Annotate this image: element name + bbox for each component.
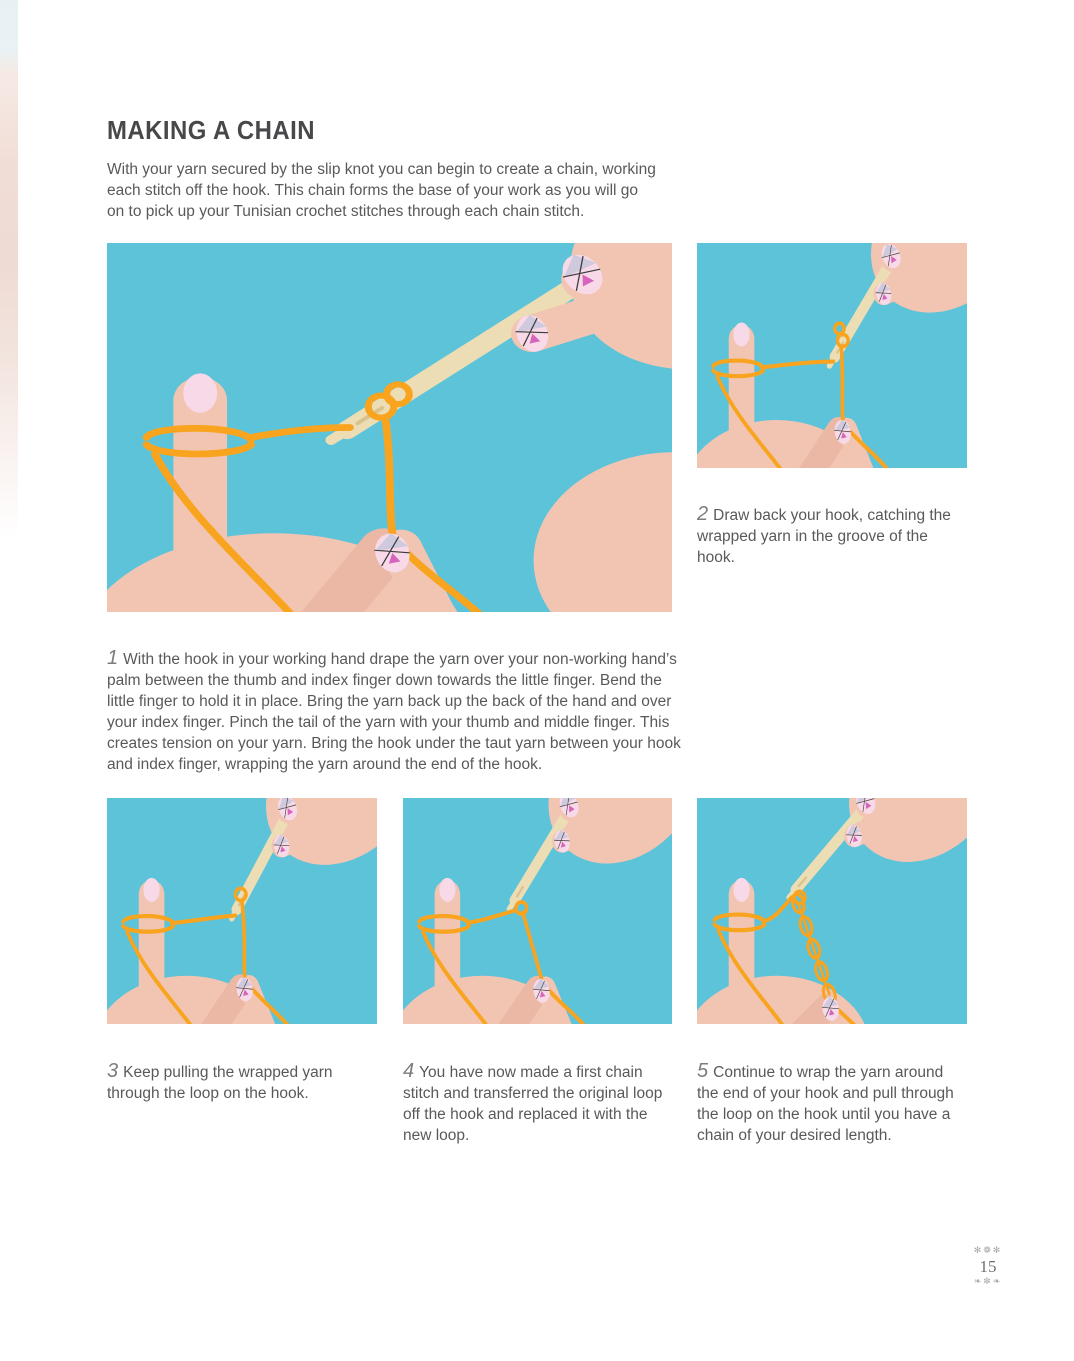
step-caption-1: [107, 648, 683, 775]
step-photo-2: [697, 243, 967, 468]
page-number: 15: [979, 1257, 997, 1276]
ornament-bottom: ❧✼❧: [973, 1277, 1003, 1287]
step-text-5: Continue to wrap the yarn around the end of your hook and pull through the loop on the hook until you have a chain of your desired length.: [697, 1063, 954, 1144]
step-number-1: 1: [107, 646, 119, 669]
step-photo-1: [107, 243, 672, 612]
step-photo-4: [403, 798, 672, 1024]
step-text-2: Draw back your hook, catching the wrapped yarn in the groove of the hook.: [697, 506, 951, 566]
step-caption-5: [697, 1061, 959, 1146]
step-caption-3: [107, 1061, 359, 1104]
page-title: MAKING A CHAIN: [107, 115, 315, 146]
step-text-4: You have now made a first chain stitch and transferred the original loop off the hook and replaced it with the new loop.: [403, 1063, 663, 1144]
facing-page-edge: [0, 0, 18, 540]
step-photo-5: [697, 798, 967, 1024]
step-text-1: With the hook in your working hand drape the yarn over your non-working hand’s palm between the thumb and index finger down towards the little finger. Bend the little finger to hold it in place. Bring the yarn back up the back of the hand and over your index finger. Pinch the tail of the yarn with your thumb and middle finger. This creates tension on your yarn. Bring the hook under the taut yarn between your hook and index finger, wrapping the yarn around the end of the hook.: [107, 650, 681, 773]
intro-paragraph: With your yarn secured by the slip knot you can begin to create a chain, working each stitch off the hook. This chain forms the base of your work as you will go on to pick up your Tunisian crochet stitches through each chain stitch.: [107, 160, 656, 220]
step-caption-4: [403, 1061, 665, 1146]
ornament-top: ✻❁✻: [973, 1246, 1003, 1256]
step-number-5: 5: [697, 1059, 709, 1082]
step-photo-3: [107, 798, 377, 1024]
step-number-3: 3: [107, 1059, 119, 1082]
step-caption-2: [697, 504, 961, 568]
page-footer: [950, 1246, 1026, 1288]
step-number-2: 2: [697, 502, 709, 525]
step-text-3: Keep pulling the wrapped yarn through the loop on the hook.: [107, 1063, 333, 1102]
step-number-4: 4: [403, 1059, 415, 1082]
